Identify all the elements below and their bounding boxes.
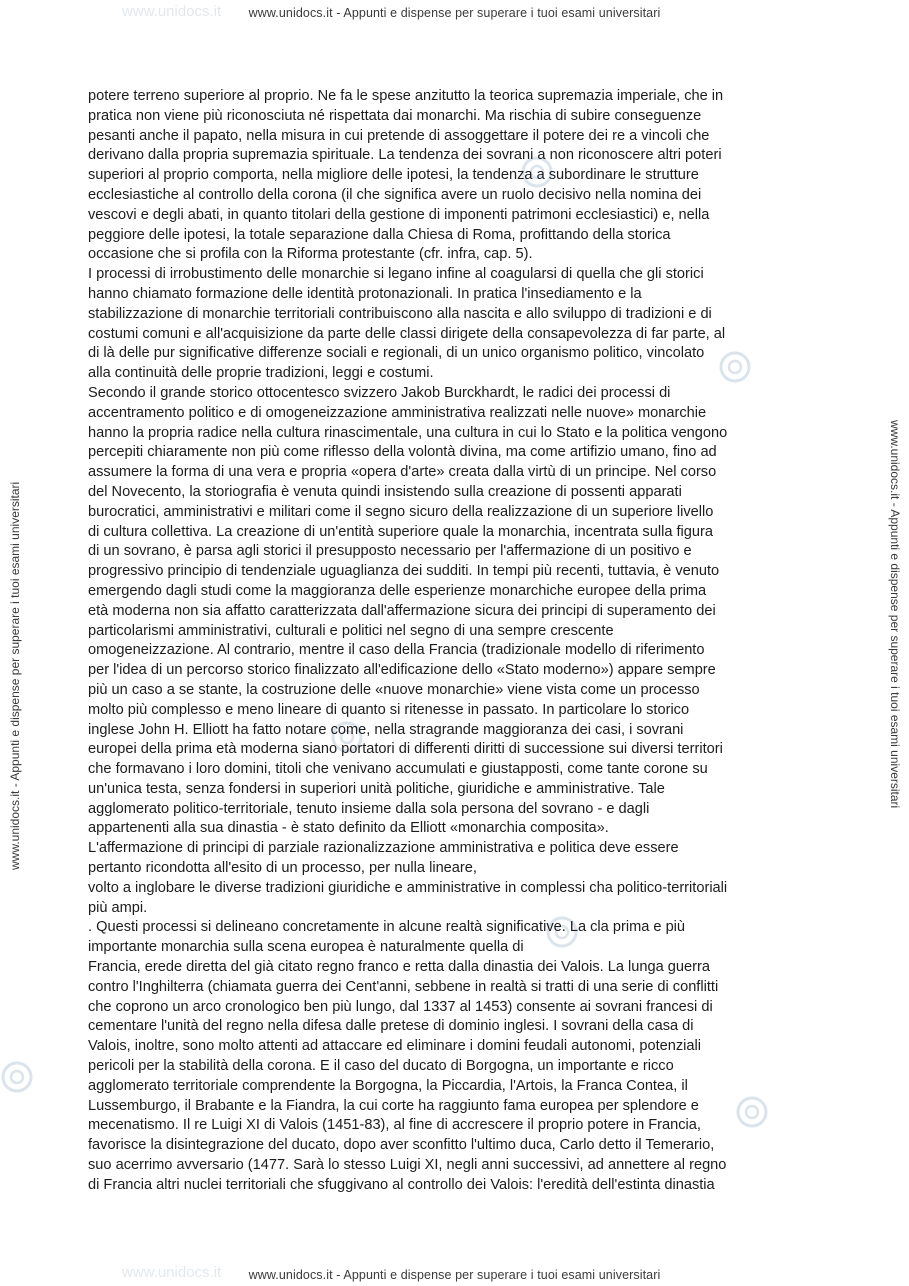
text-line: stabilizzazione di monarchie territoriali contribuiscono alla nascita e allo sviluppo di tradizioni e di [88, 305, 712, 322]
text-line: L'affermazione di principi di parziale razionalizzazione amministrativa e politica deve essere [88, 840, 679, 857]
text-line: agglomerato territoriale comprendente la Borgogna, la Piccardia, l'Artois, la Franca Contea, il [88, 1077, 688, 1094]
text-line: particolarismi amministrativi, culturali e politici nel segno di una sempre crescente [88, 622, 614, 639]
text-line: burocratici, amministrativi e militari come il segno sicuro della realizzazione di un superiore livello [88, 503, 714, 520]
text-line: emergendo dagli studi come la maggioranza delle esperienze monarchiche europee della prima [88, 582, 707, 599]
text-line: occasione che si profila con la Riforma protestante (cfr. infra, cap. 5). [88, 246, 533, 263]
text-line: che coprono un arco cronologico ben più lungo, dal 1337 al 1453) consente ai sovrani francesi di [88, 998, 713, 1015]
header-watermark: www.unidocs.it - Appunti e dispense per superare i tuoi esami universitari [248, 6, 661, 20]
text-line: hanno chiamato formazione delle identità protonazionali. In pratica l'insediamento e la [88, 285, 642, 302]
text-line: più un caso a se stante, la costruzione delle «nuove monarchie» viene vista come un processo [88, 681, 700, 698]
ghost-watermark-top: www.unidocs.it [122, 3, 222, 20]
text-line: costumi comuni e all'acquisizione da parte delle classi dirigete della consapevolezza di far parte, al [88, 325, 726, 342]
text-line: che formavano i loro domini, titoli che venivano accumulati e giustapposti, come tante corone su [88, 761, 708, 778]
text-line: pesanti anche il papato, nella misura in cui pretende di assoggettare il potere dei re a vincoli che [88, 127, 710, 144]
ghost-watermark-bottom: www.unidocs.it [122, 1264, 222, 1281]
side-watermark-left: www.unidocs.it - Appunti e dispense per superare i tuoi esami universitari [8, 481, 22, 870]
text-line: accentramento politico e di omogeneizzazione amministrativa realizzati nelle nuove» monarchie [88, 404, 707, 421]
text-line: superiori al proprio comporta, nella migliore delle ipotesi, la tendenza a subordinare le strutture [88, 167, 699, 184]
text-line: del Novecento, la storiografia è venuta quindi insistendo sulla creazione di possenti apparati [88, 483, 682, 500]
document-body [88, 87, 826, 1196]
text-line: europei della prima età moderna siano portatori di differenti diritti di successione sui diversi territori [88, 741, 723, 758]
text-line: derivano dalla propria supremazia spirituale. La tendenza dei sovrani a non riconoscere altri poteri [88, 147, 722, 164]
text-line: progressivo principio di tendenziale uguaglianza dei sudditi. In tempi più recenti, tuttavia, è venuto [88, 563, 720, 580]
text-line: appartenenti alla sua dinastia - è stato definito da Elliott «monarchia composita». [88, 820, 609, 837]
text-line: Valois, inoltre, sono molto attenti ad attaccare ed eliminare i domini feudali autonomi, potenziali [88, 1038, 702, 1055]
text-line: ecclesiastiche al controllo della corona (il che significa avere un ruolo decisivo nella nomina dei [88, 186, 702, 203]
text-line: peggiore delle ipotesi, la totale separazione dalla Chiesa di Roma, profittando della storica [88, 226, 671, 243]
text-line: vescovi e degli abati, in quanto titolari della gestione di imponenti patrimoni ecclesiastici) e, nella [88, 206, 710, 223]
text-line: per l'idea di un percorso storico finalizzato all'edificazione dello «Stato moderno») appare sempre [88, 662, 716, 679]
text-line: suo acerrimo avversario (1477. Sarà lo stesso Luigi XI, negli anni successivi, ad annettere al regno [88, 1157, 727, 1174]
text-line: di là delle pur significative differenze sociali e regionali, di un unico organismo politico, vincolato [88, 345, 705, 362]
text-line: assumere la forma di una vera e propria «opera d'arte» creata dalla virtù di un principe. Nel corso [88, 464, 717, 481]
text-line: Lussemburgo, il Brabante e la Fiandra, la cui corte ha raggiunto fama europea per splendore e [88, 1097, 699, 1114]
text-line: età moderna non sia affatto caratterizzata dall'affermazione sicura dei principi di superamento dei [88, 602, 716, 619]
text-line: I processi di irrobustimento delle monarchie si legano infine al coagularsi di quella che gli storici [88, 266, 704, 283]
text-line: più ampi. [88, 899, 148, 916]
text-line: molto più complesso e meno lineare di quanto si ritenesse in passato. In particolare lo storico [88, 701, 690, 718]
text-line: potere terreno superiore al proprio. Ne fa le spese anzitutto la teorica supremazia imperiale, che in [88, 88, 724, 104]
text-line: inglese John H. Elliott ha fatto notare come, nella stragrande maggioranza dei casi, i sovrani [88, 721, 684, 738]
text-line: Secondo il grande storico ottocentesco svizzero Jakob Burckhardt, le radici dei processi di [88, 384, 671, 401]
footer-watermark: www.unidocs.it - Appunti e dispense per superare i tuoi esami universitari [248, 1268, 661, 1282]
text-line: un'unica testa, senza fondersi in superiori unità politiche, giuridiche e amministrative. Tale [88, 780, 665, 797]
text-line: Francia, erede diretta del già citato regno franco e retta dalla dinastia dei Valois. La lunga guerra [88, 959, 710, 976]
text-line: di Francia altri nuclei territoriali che sfuggivano al controllo dei Valois: l'eredità dell'estinta dinastia [88, 1176, 715, 1193]
text-line: pericoli per la stabilità della corona. E il caso del ducato di Borgogna, un importante e ricco [88, 1058, 674, 1075]
text-line: mecenatismo. Il re Luigi XI di Valois (1451-83), al fine di accrescere il proprio potere in Francia, [88, 1117, 701, 1134]
text-line: alla continuità delle proprie tradizioni, leggi e costumi. [88, 365, 434, 382]
unidocs-logo-icon [0, 1060, 34, 1094]
text-line: hanno la propria radice nella cultura rinascimentale, una cultura in cui lo Stato e la politica vengono [88, 424, 728, 441]
text-line: pratica non viene più riconosciuta né rispettata dai monarchi. Ma rischia di subire conseguenze [88, 107, 702, 124]
text-line: contro l'Inghilterra (chiamata guerra dei Cent'anni, sebbene in realtà si tratti di una serie di conflitti [88, 978, 719, 995]
side-watermark-right: www.unidocs.it - Appunti e dispense per superare i tuoi esami universitari [888, 420, 902, 809]
text-line: . Questi processi si delineano concretamente in alcune realtà significative. La cla prima e più [88, 919, 686, 936]
text-line: importante monarchia sulla scena europea è naturalmente quella di [88, 939, 524, 956]
text-line: di un sovrano, è parsa agli storici il presupposto necessario per l'affermazione di un positivo e [88, 543, 692, 560]
text-line: di cultura collettiva. La creazione di un'entità superiore quale la monarchia, incentrata sulla figura [88, 523, 714, 540]
text-line: cementare l'unità del regno nella difesa dalle pretese di dominio inglesi. I sovrani della casa di [88, 1018, 694, 1035]
text-line: omogeneizzazione. Al contrario, mentre il caso della Francia (tradizionale modello di riferimento [88, 642, 705, 659]
text-line: percepiti chiaramente non più come riflesso della volontà divina, ma come artifizio umano, fino ad [88, 444, 717, 461]
text-line: pertanto ricondotta all'esito di un processo, per nulla lineare, [88, 860, 477, 877]
text-line: volto a inglobare le diverse tradizioni giuridiche e amministrative in complessi cha politico-territoriali [88, 879, 728, 896]
text-line: favorisce la disintegrazione del ducato, dopo aver sconfitto l'ultimo duca, Carlo detto il Temerario, [88, 1137, 715, 1154]
text-line: agglomerato politico-territoriale, tenuto insieme dalla sola persona del sovrano - e dagli [88, 800, 650, 817]
